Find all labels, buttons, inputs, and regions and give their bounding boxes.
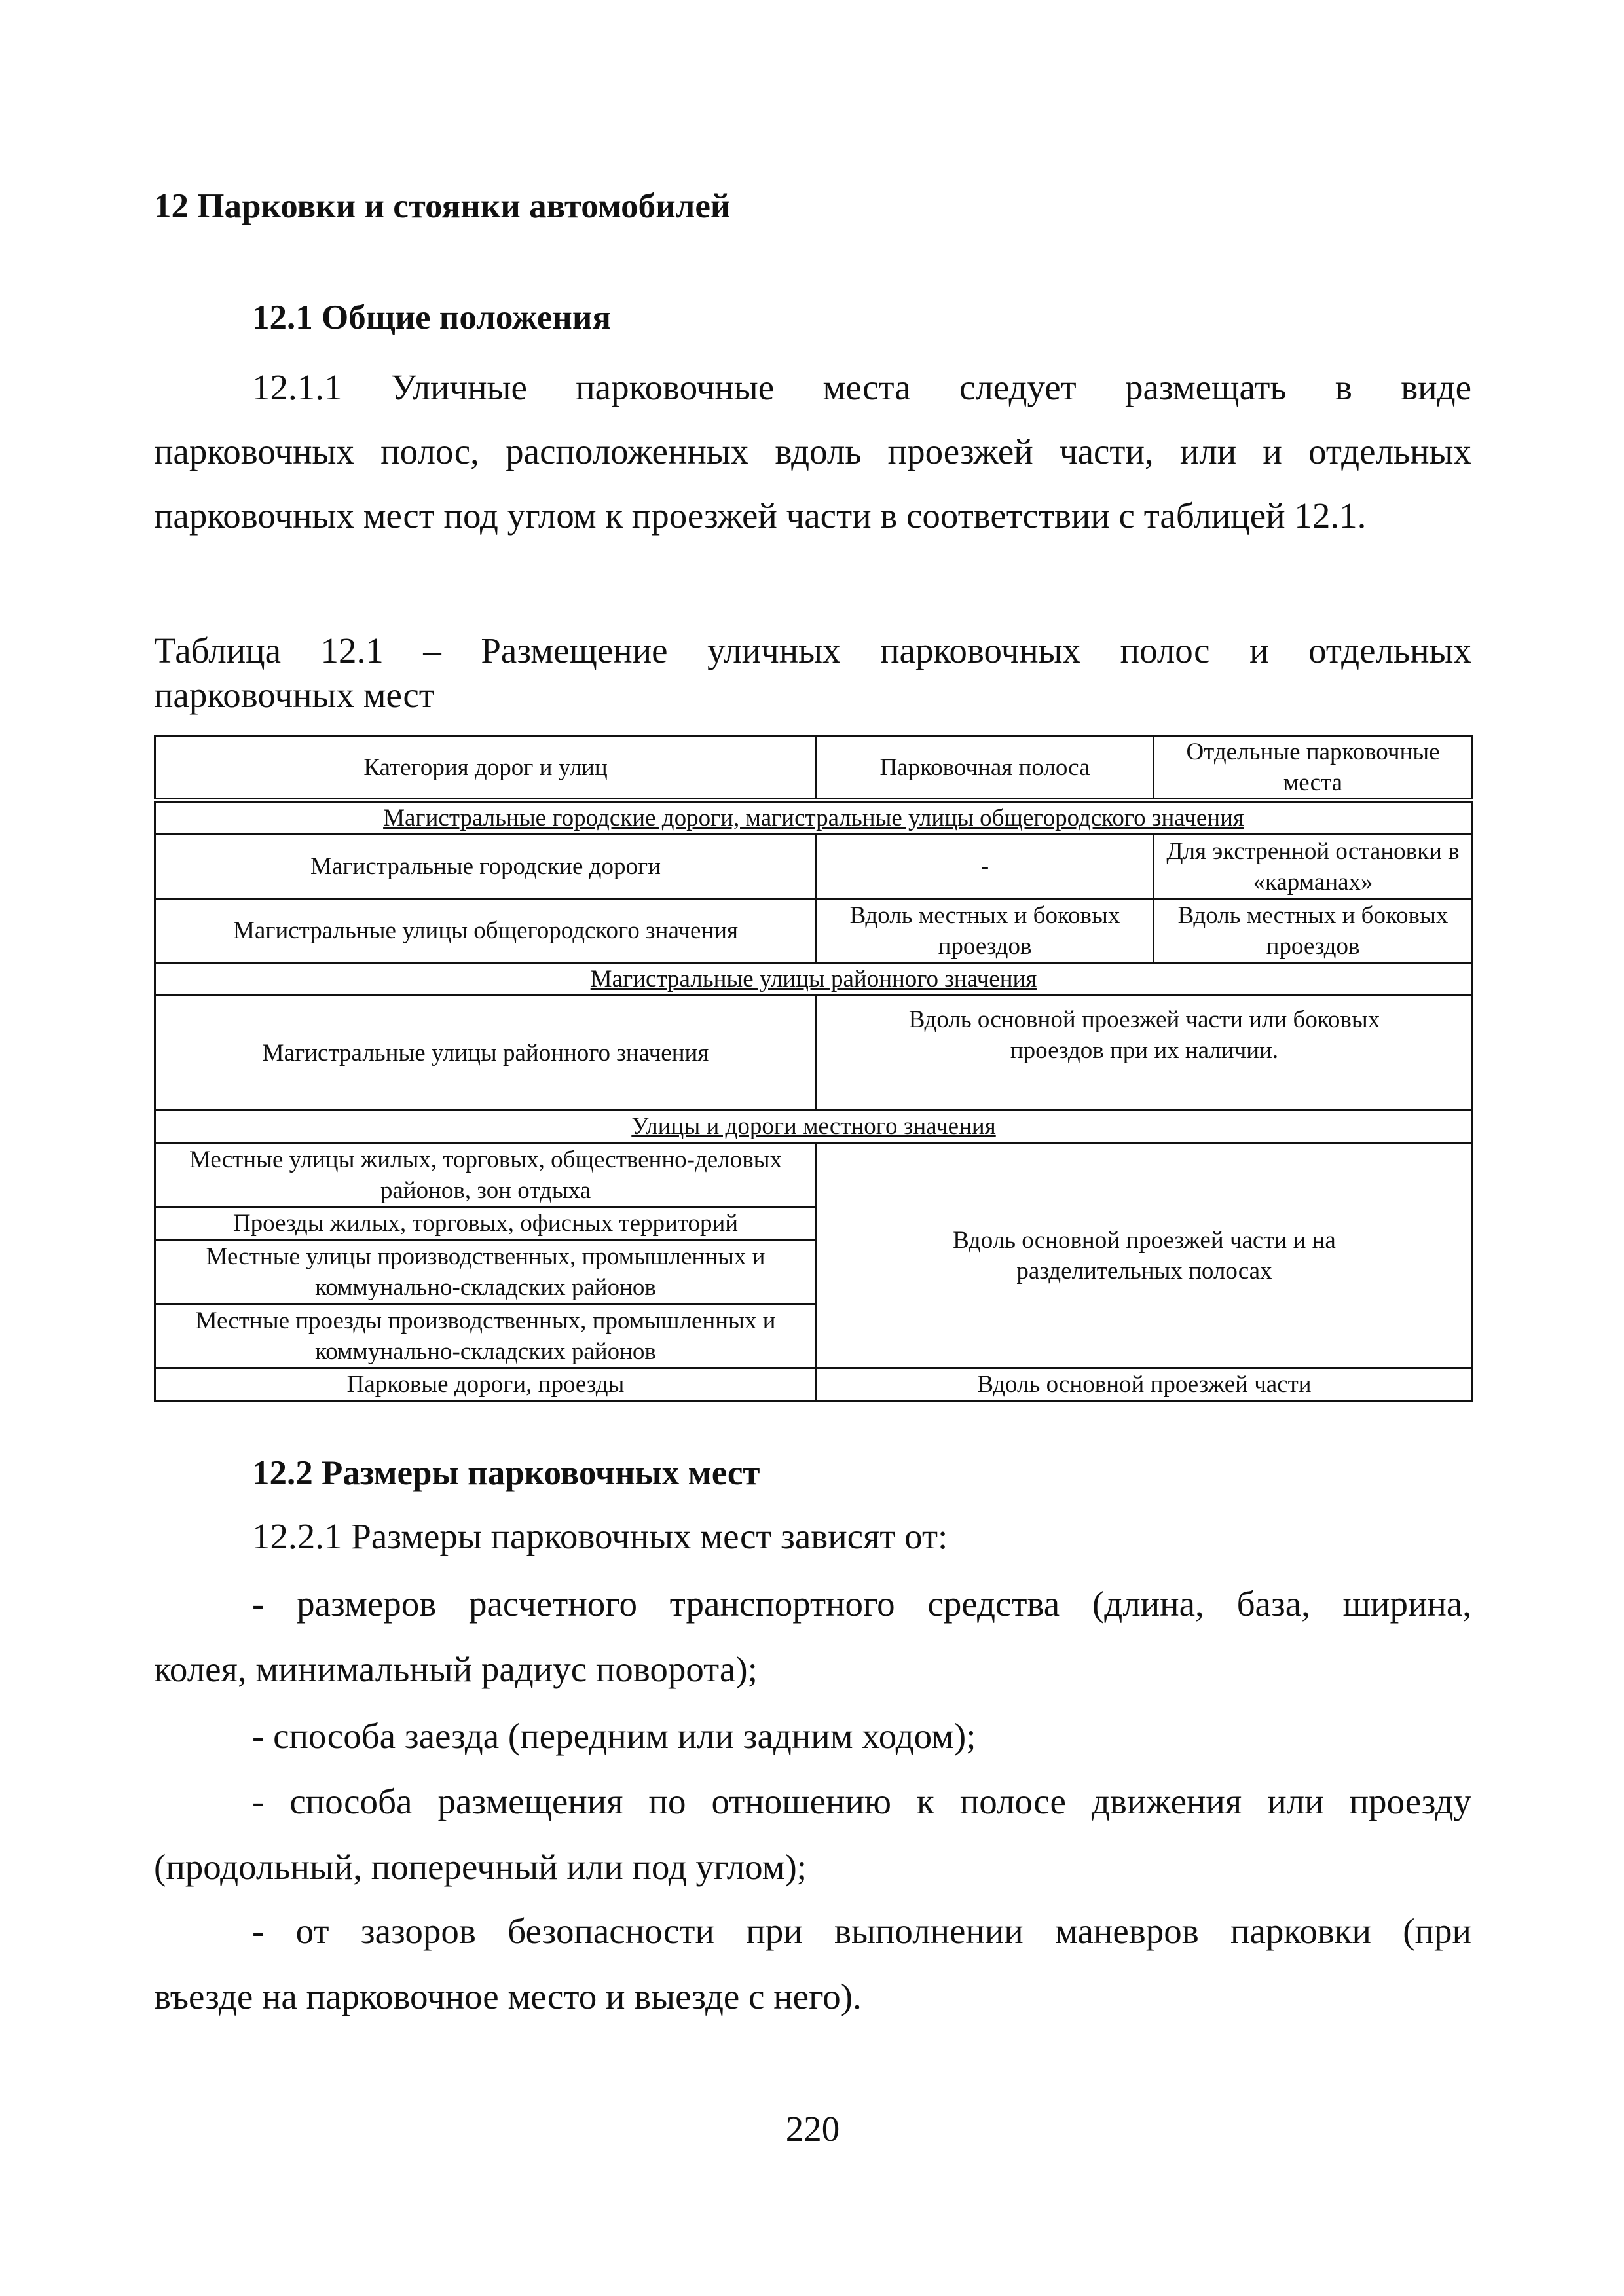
paragraph-12-2-1-intro: 12.2.1 Размеры парковочных мест зависят от:: [252, 1516, 948, 1556]
cell-category: Магистральные улицы районного значения: [155, 996, 817, 1110]
section-12-2-title: 12.2 Размеры парковочных мест: [252, 1454, 760, 1492]
table-row: [155, 899, 1473, 963]
chapter-heading: 12 Парковки и стоянки автомобилей: [154, 187, 731, 225]
table-section-row: [155, 801, 1473, 835]
cell-category: Местные улицы жилых, торговых, общественно-деловых районов, зон отдыха: [155, 1143, 817, 1207]
table-row: [155, 835, 1473, 899]
table-caption-line2: парковочных мест: [154, 675, 435, 715]
section-title-local: Улицы и дороги местного значения: [155, 1110, 1473, 1143]
cell-category: Парковые дороги, проезды: [155, 1368, 817, 1401]
paragraph-12-1-1-line2: парковочных полос, расположенных вдоль проезжей части, или и отдельных: [154, 431, 1471, 471]
list-item-2: - способа заезда (передним или задним ходом);: [252, 1716, 976, 1756]
list-item-1-line1: - размеров расчетного транспортного средства (длина, база, ширина,: [252, 1584, 1471, 1624]
cell-places: Для экстренной остановки в «карманах»: [1154, 835, 1473, 899]
table-row: [155, 1143, 1473, 1207]
cell-lane: -: [817, 835, 1154, 899]
table-section-row: [155, 963, 1473, 996]
list-item-4-line1: - от зазоров безопасности при выполнении маневров парковки (при: [252, 1911, 1471, 1951]
paragraph-12-1-1-line3: парковочных мест под углом к проезжей части в соответствии с таблицей 12.1.: [154, 496, 1367, 536]
table-row: [155, 996, 1473, 1110]
header-category: Категория дорог и улиц: [155, 736, 817, 801]
header-places: Отдельные парковочные места: [1154, 736, 1473, 801]
cell-category: Магистральные улицы общегородского значения: [155, 899, 817, 963]
page-number: 220: [785, 2109, 840, 2149]
section-title-city: Магистральные городские дороги, магистральные улицы общегородского значения: [155, 801, 1473, 835]
list-item-3-line1: - способа размещения по отношению к полосе движения или проезду: [252, 1781, 1471, 1821]
cell-category: Магистральные городские дороги: [155, 835, 817, 899]
cell-merged: Вдоль основной проезжей части или боковых проездов при их наличии.: [817, 996, 1473, 1110]
section-title-district: Магистральные улицы районного значения: [155, 963, 1473, 996]
table-row: [155, 1368, 1473, 1401]
list-item-4-line2: въезде на парковочное место и выезде с него).: [154, 1977, 862, 2016]
cell-lane: Вдоль местных и боковых проездов: [817, 899, 1154, 963]
header-lane: Парковочная полоса: [817, 736, 1154, 801]
table-caption-line1: Таблица 12.1 – Размещение уличных парковочных полос и отдельных: [154, 630, 1471, 670]
paragraph-12-1-1-line1: 12.1.1 Уличные парковочные места следует размещать в виде: [252, 367, 1471, 407]
parking-table: [154, 735, 1473, 1402]
list-item-1-line2: колея, минимальный радиус поворота);: [154, 1649, 758, 1689]
cell-category: Местные улицы производственных, промышленных и коммунально-складских районов: [155, 1240, 817, 1304]
cell-merged-local: Вдоль основной проезжей части и на разделительных полосах: [817, 1143, 1473, 1368]
cell-category: Местные проезды производственных, промышленных и коммунально-складских районов: [155, 1304, 817, 1368]
cell-merged: Вдоль основной проезжей части: [817, 1368, 1473, 1401]
list-item-3-line2: (продольный, поперечный или под углом);: [154, 1847, 807, 1887]
cell-places: Вдоль местных и боковых проездов: [1154, 899, 1473, 963]
table-section-row: [155, 1110, 1473, 1143]
table-header-row: [155, 736, 1473, 801]
section-12-1-title: 12.1 Общие положения: [252, 299, 612, 337]
table-caption: [154, 629, 1471, 718]
cell-category: Проезды жилых, торговых, офисных территорий: [155, 1207, 817, 1240]
